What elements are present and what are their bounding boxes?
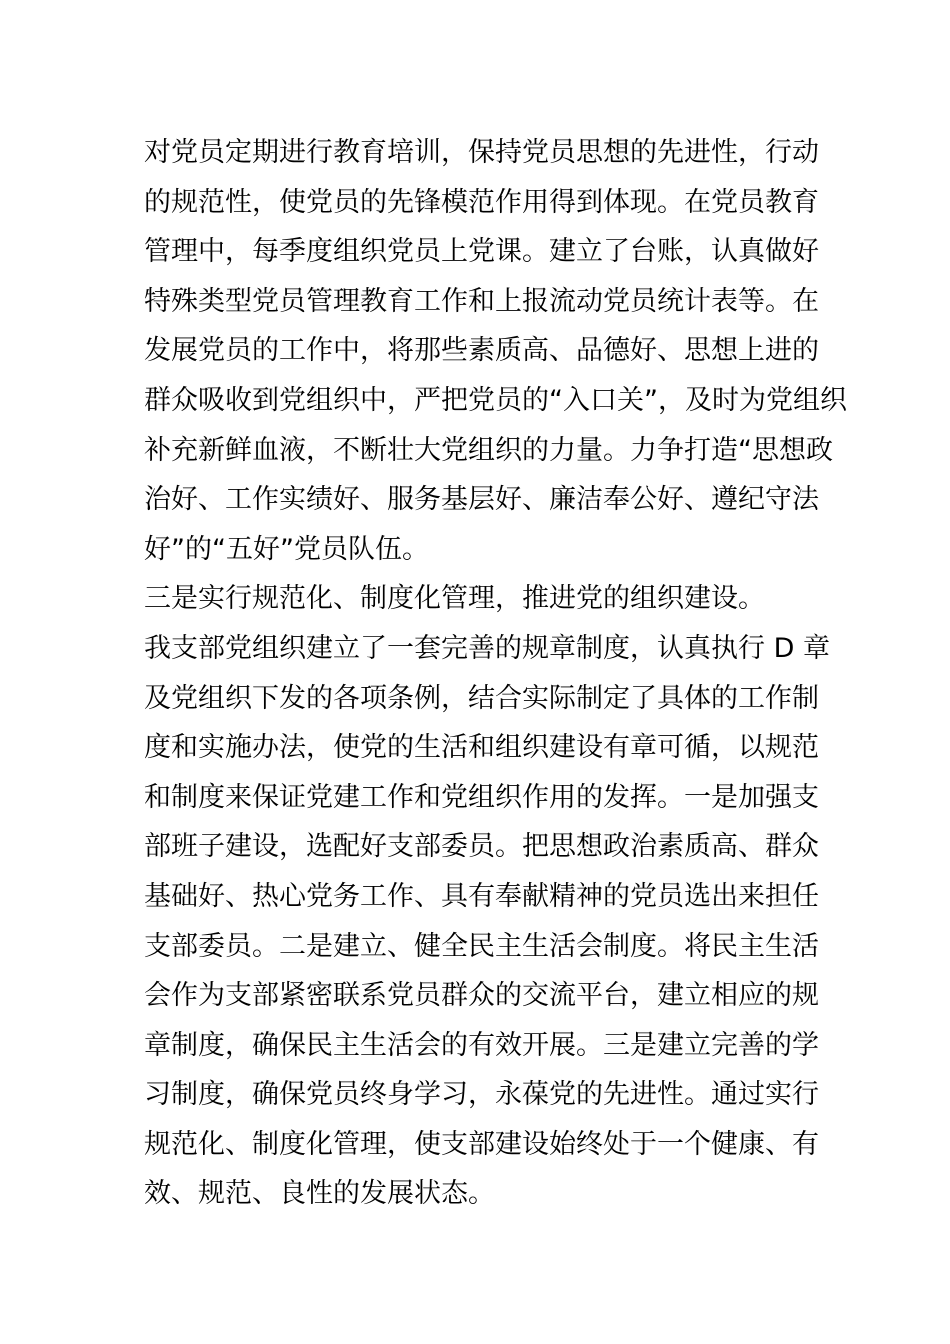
- text-line: 习制度，确保党员终身学习，永葆党的先进性。通过实行: [144, 1079, 819, 1111]
- text-line: 及党组织下发的各项条例，结合实际制定了具体的工作制: [144, 682, 819, 714]
- text-line: 章制度，确保民主生活会的有效开展。三是建立完善的学: [144, 1029, 819, 1061]
- text-line: 我支部党组织建立了一套完善的规章制度，认真执行 D 章: [144, 632, 830, 664]
- text-line: 好”的“五好”党员队伍。: [144, 533, 429, 565]
- text-line: 度和实施办法，使党的生活和组织建设有章可循，以规范: [144, 732, 819, 764]
- text-line: 补充新鲜血液，不断壮大党组织的力量。力争打造“思想政: [144, 434, 833, 466]
- text-line: 治好、工作实绩好、服务基层好、廉洁奉公好、遵纪守法: [144, 484, 819, 516]
- text-line: 支部委员。二是建立、健全民主生活会制度。将民主生活: [144, 930, 819, 962]
- text-line: 部班子建设，选配好支部委员。把思想政治素质高、群众: [144, 831, 819, 863]
- body-text: [144, 128, 847, 1219]
- text-line: 特殊类型党员管理教育工作和上报流动党员统计表等。在: [144, 285, 819, 317]
- section-heading: 三是实行规范化、制度化管理，推进党的组织建设。: [144, 583, 765, 615]
- text-line: 和制度来保证党建工作和党组织作用的发挥。一是加强支: [144, 781, 819, 813]
- text-line: 基础好、热心党务工作、具有奉献精神的党员选出来担任: [144, 880, 819, 912]
- text-line: 规范化、制度化管理，使支部建设始终处于一个健康、有: [144, 1128, 819, 1160]
- text-line: 对党员定期进行教育培训，保持党员思想的先进性，行动: [144, 137, 819, 168]
- text-line: 的规范性，使党员的先锋模范作用得到体现。在党员教育: [144, 186, 819, 218]
- text-line: 管理中，每季度组织党员上党课。建立了台账，认真做好: [144, 236, 819, 268]
- text-line: 群众吸收到党组织中，严把党员的“入口关”，及时为党组织: [144, 384, 847, 416]
- text-line: 发展党员的工作中，将那些素质高、品德好、思想上进的: [144, 335, 819, 367]
- text-line: 会作为支部紧密联系党员群众的交流平台，建立相应的规: [144, 980, 819, 1012]
- text-line: 效、规范、良性的发展状态。: [144, 1178, 495, 1210]
